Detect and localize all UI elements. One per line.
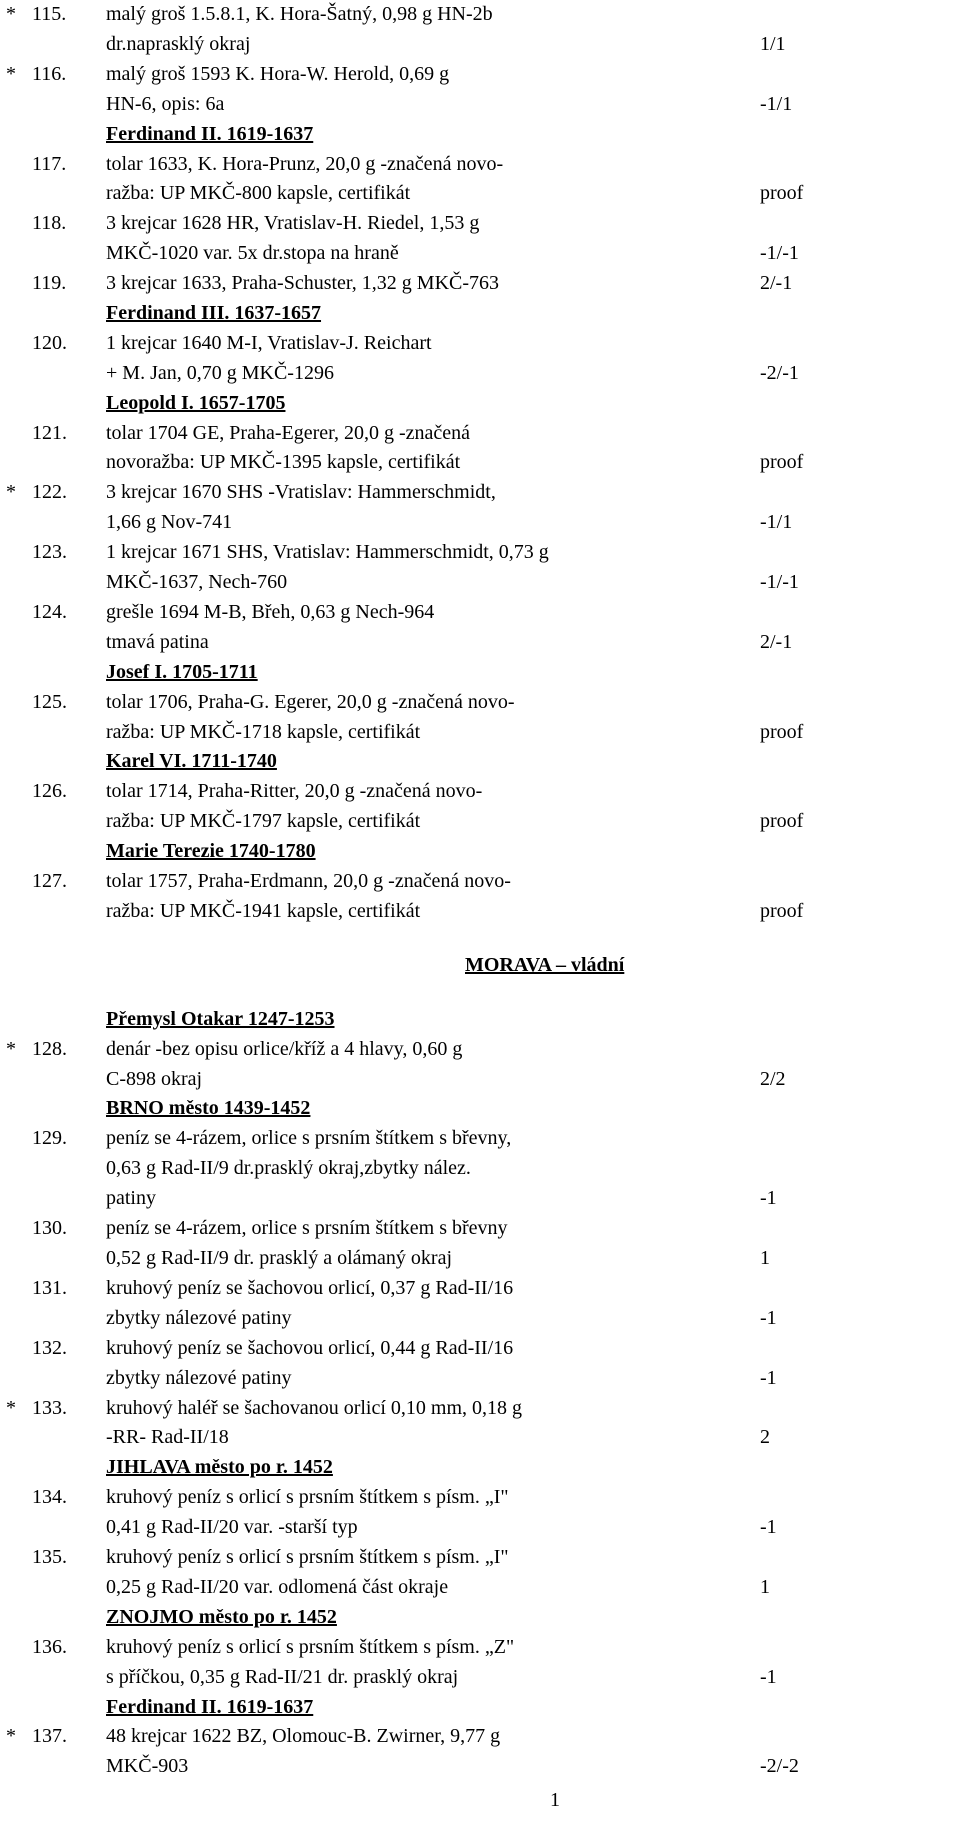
item-description: novoražba: UP MKČ-1395 kapsle, certifikát [106,451,461,473]
item-grade: -2/-1 [760,362,799,384]
item-description: 0,63 g Rad-II/9 dr.prasklý okraj,zbytky nález. [106,1157,471,1179]
item-number: 116. [32,63,67,85]
item-star: * [6,1397,16,1419]
item-number: 127. [32,870,67,892]
item-star: * [6,3,16,25]
item-grade: -1/1 [760,93,793,115]
ruler-heading-text: ZNOJMO město po r. 1452 [106,1606,337,1628]
item-description: tolar 1706, Praha-G. Egerer, 20,0 g -značená novo- [106,691,515,713]
item-description: grešle 1694 M-B, Břeh, 0,63 g Nech-964 [106,601,435,623]
item-grade: 1 [760,1247,770,1269]
section-heading-text: MORAVA – vládní [465,954,625,976]
item-number: 124. [32,601,67,623]
item-description: kruhový peníz s orlicí s prsním štítkem s písm. „I" [106,1546,509,1568]
item-grade: -1 [760,1516,777,1538]
item-description: 3 krejcar 1670 SHS -Vratislav: Hammerschmidt, [106,481,496,503]
item-description: 1 krejcar 1671 SHS, Vratislav: Hammerschmidt, 0,73 g [106,541,549,563]
item-number: 128. [32,1038,67,1060]
item-number: 125. [32,691,67,713]
item-description: malý groš 1593 K. Hora-W. Herold, 0,69 g [106,63,450,85]
item-description: C-898 okraj [106,1068,203,1090]
ruler-heading-text: Ferdinand II. 1619-1637 [106,1696,314,1718]
item-number: 126. [32,780,67,802]
item-description: kruhový haléř se šachovanou orlicí 0,10 mm, 0,18 g [106,1397,523,1419]
item-grade: proof [760,721,804,743]
page-number-text: 1 [550,1789,560,1811]
item-description: tolar 1633, K. Hora-Prunz, 20,0 g -značená novo- [106,153,504,175]
item-number: 118. [32,212,67,234]
item-description: 0,41 g Rad-II/20 var. -starší typ [106,1516,358,1538]
item-description: 1,66 g Nov-741 [106,511,233,533]
item-star: * [6,1038,16,1060]
item-number: 120. [32,332,67,354]
item-description: ražba: UP MKČ-1941 kapsle, certifikát [106,900,421,922]
item-description: kruhový peníz se šachovou orlicí, 0,37 g Rad-II/16 [106,1277,514,1299]
ruler-heading-text: BRNO město 1439-1452 [106,1097,311,1119]
item-description: 0,25 g Rad-II/20 var. odlomená část okraje [106,1576,449,1598]
item-description: MKČ-1637, Nech-760 [106,571,288,593]
item-description: zbytky nálezové patiny [106,1307,292,1329]
item-grade: proof [760,810,804,832]
item-grade: -1/-1 [760,571,799,593]
item-grade: 2/-1 [760,272,793,294]
item-grade: 1 [760,1576,770,1598]
item-description: 3 krejcar 1633, Praha-Schuster, 1,32 g MKČ-763 [106,272,500,294]
item-description: -RR- Rad-II/18 [106,1426,229,1448]
item-grade: -1 [760,1307,777,1329]
item-description: zbytky nálezové patiny [106,1367,292,1389]
item-description: s příčkou, 0,35 g Rad-II/21 dr. prasklý okraj [106,1666,459,1688]
item-description: kruhový peníz s orlicí s prsním štítkem s písm. „I" [106,1486,509,1508]
item-grade: proof [760,182,804,204]
item-description: tmavá patina [106,631,209,653]
item-description: + M. Jan, 0,70 g MKČ-1296 [106,362,334,384]
item-number: 129. [32,1127,67,1149]
item-description: 0,52 g Rad-II/9 dr. prasklý a olámaný okraj [106,1247,453,1269]
item-grade: 2/2 [760,1068,786,1090]
item-description: ražba: UP MKČ-1797 kapsle, certifikát [106,810,421,832]
item-description: ražba: UP MKČ-1718 kapsle, certifikát [106,721,421,743]
item-star: * [6,1725,16,1747]
item-description: tolar 1704 GE, Praha-Egerer, 20,0 g -značená [106,422,471,444]
item-number: 132. [32,1337,67,1359]
item-grade: -1/1 [760,511,793,533]
ruler-heading-text: Karel VI. 1711-1740 [106,750,277,772]
item-description: ražba: UP MKČ-800 kapsle, certifikát [106,182,411,204]
item-grade: proof [760,451,804,473]
item-number: 136. [32,1636,67,1658]
item-grade: -1 [760,1187,777,1209]
item-description: patiny [106,1187,156,1209]
item-grade: -1 [760,1367,777,1389]
item-description: MKČ-1020 var. 5x dr.stopa na hraně [106,242,399,264]
item-grade: 2/-1 [760,631,793,653]
item-description: tolar 1714, Praha-Ritter, 20,0 g -značená novo- [106,780,483,802]
item-number: 131. [32,1277,67,1299]
item-number: 121. [32,422,67,444]
ruler-heading-text: Přemysl Otakar 1247-1253 [106,1008,335,1030]
item-description: peníz se 4-rázem, orlice s prsním štítkem s břevny, [106,1127,512,1149]
item-description: denár -bez opisu orlice/kříž a 4 hlavy, 0,60 g [106,1038,463,1060]
item-number: 123. [32,541,67,563]
ruler-heading-text: JIHLAVA město po r. 1452 [106,1456,333,1478]
item-description: 48 krejcar 1622 BZ, Olomouc-B. Zwirner, 9,77 g [106,1725,501,1747]
item-grade: -1 [760,1666,777,1688]
ruler-heading-text: Ferdinand III. 1637-1657 [106,302,322,324]
item-grade: 2 [760,1426,770,1448]
item-star: * [6,481,16,503]
ruler-heading-text: Marie Terezie 1740-1780 [106,840,316,862]
item-grade: -1/-1 [760,242,799,264]
item-grade: 1/1 [760,33,786,55]
item-description: 1 krejcar 1640 M-I, Vratislav-J. Reichart [106,332,432,354]
item-number: 119. [32,272,67,294]
ruler-heading-text: Ferdinand II. 1619-1637 [106,123,314,145]
item-description: peníz se 4-rázem, orlice s prsním štítkem s břevny [106,1217,508,1239]
item-description: MKČ-903 [106,1755,189,1777]
item-number: 117. [32,153,67,175]
item-description: 3 krejcar 1628 HR, Vratislav-H. Riedel, 1,53 g [106,212,480,234]
item-description: HN-6, opis: 6a [106,93,225,115]
item-number: 137. [32,1725,67,1747]
item-description: malý groš 1.5.8.1, K. Hora-Šatný, 0,98 g HN-2b [106,3,493,25]
ruler-heading-text: Josef I. 1705-1711 [106,661,258,683]
item-number: 122. [32,481,67,503]
ruler-heading-text: Leopold I. 1657-1705 [106,392,286,414]
item-number: 135. [32,1546,67,1568]
item-number: 133. [32,1397,67,1419]
item-star: * [6,63,16,85]
item-number: 134. [32,1486,67,1508]
item-grade: -2/-2 [760,1755,799,1777]
item-number: 130. [32,1217,67,1239]
item-description: kruhový peníz s orlicí s prsním štítkem s písm. „Z" [106,1636,515,1658]
item-description: kruhový peníz se šachovou orlicí, 0,44 g Rad-II/16 [106,1337,514,1359]
item-description: dr.naprasklý okraj [106,33,251,55]
item-number: 115. [32,3,67,25]
item-description: tolar 1757, Praha-Erdmann, 20,0 g -značená novo- [106,870,511,892]
item-grade: proof [760,900,804,922]
